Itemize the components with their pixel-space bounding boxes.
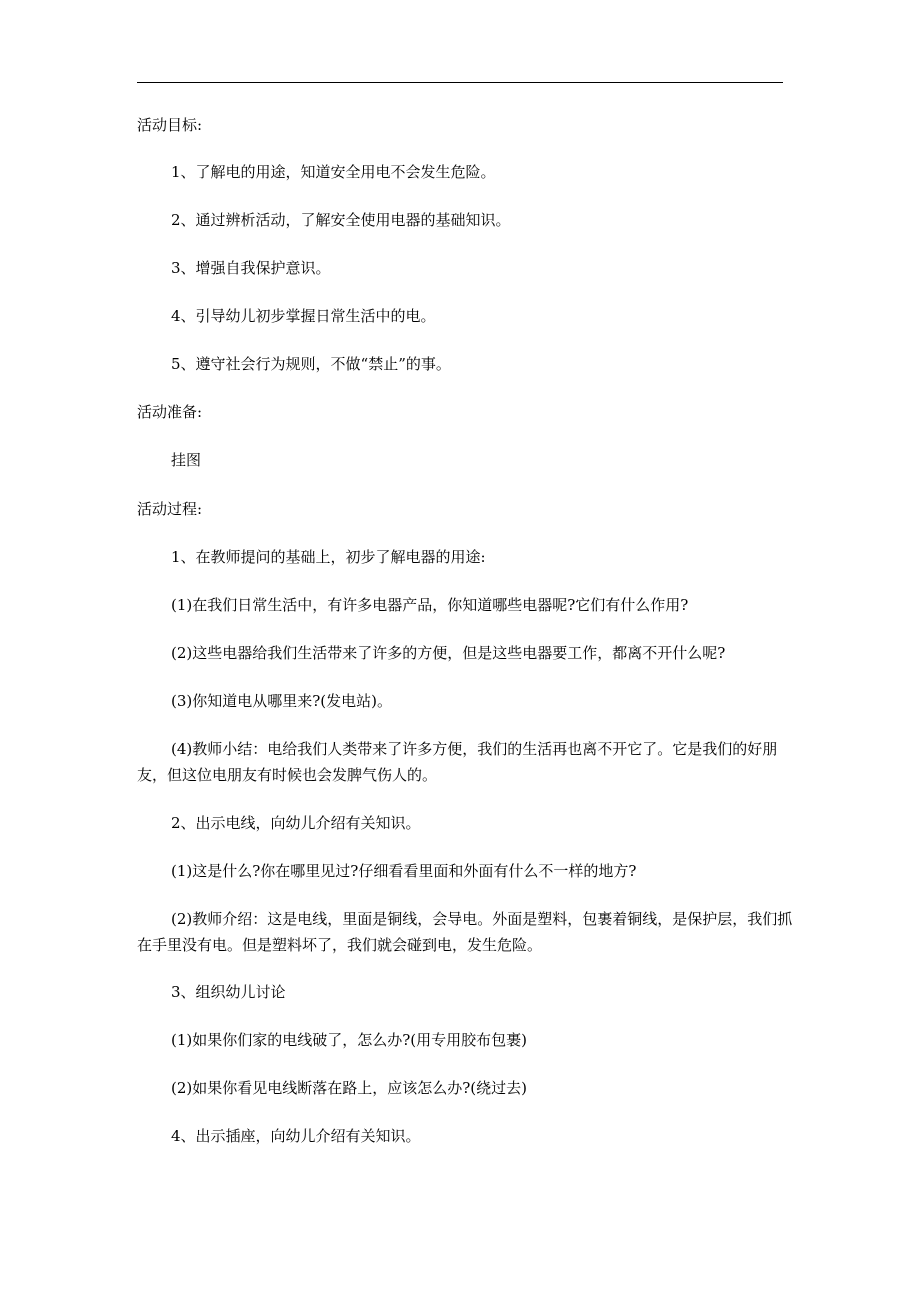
process-item: (1)这是什么?你在哪里见过?仔细看看里面和外面有什么不一样的地方? [171,862,637,880]
process-step-1: 1、在教师提问的基础上，初步了解电器的用途: [171,548,486,566]
goals-heading: 活动目标: [137,116,203,134]
process-step-4: 4、出示插座，向幼儿介绍有关知识。 [171,1127,421,1145]
process-item: (1)在我们日常生活中，有许多电器产品，你知道哪些电器呢?它们有什么作用? [171,596,689,614]
goal-item-1: 1、了解电的用途，知道安全用电不会发生危险。 [171,163,496,181]
process-item: (1)如果你们家的电线破了，怎么办?(用专用胶布包裹) [171,1031,527,1049]
process-step-2: 2、出示电线，向幼儿介绍有关知识。 [171,814,421,832]
goal-item-5: 5、遵守社会行为规则，不做“禁止”的事。 [171,355,451,373]
process-item: (2)如果你看见电线断落在路上，应该怎么办?(绕过去) [171,1079,527,1097]
goal-item-4: 4、引导幼儿初步掌握日常生活中的电。 [171,307,436,325]
process-item: (2)这些电器给我们生活带来了许多的方便，但是这些电器要工作，都离不开什么呢? [171,644,726,662]
prep-item: 挂图 [171,451,202,469]
goal-item-2: 2、通过辨析活动，了解安全使用电器的基础知识。 [171,211,511,229]
prep-heading: 活动准备: [137,403,203,421]
process-heading: 活动过程: [137,500,203,518]
goal-item-3: 3、增强自我保护意识。 [171,259,331,277]
process-item: (3)你知道电从哪里来?(发电站)。 [171,692,392,710]
header-rule [137,82,783,83]
process-item-intro: (2)教师介绍：这是电线，里面是铜线，会导电。外面是塑料，包裹着铜线，是保护层，我们抓在手里没有电。但是塑料坏了，我们就会碰到电，发生危险。 [137,910,793,954]
process-item-summary: (4)教师小结：电给我们人类带来了许多方便，我们的生活再也离不开它了。它是我们的好朋友，但这位电朋友有时候也会发脾气伤人的。 [137,740,778,784]
process-step-3: 3、组织幼儿讨论 [171,983,286,1001]
